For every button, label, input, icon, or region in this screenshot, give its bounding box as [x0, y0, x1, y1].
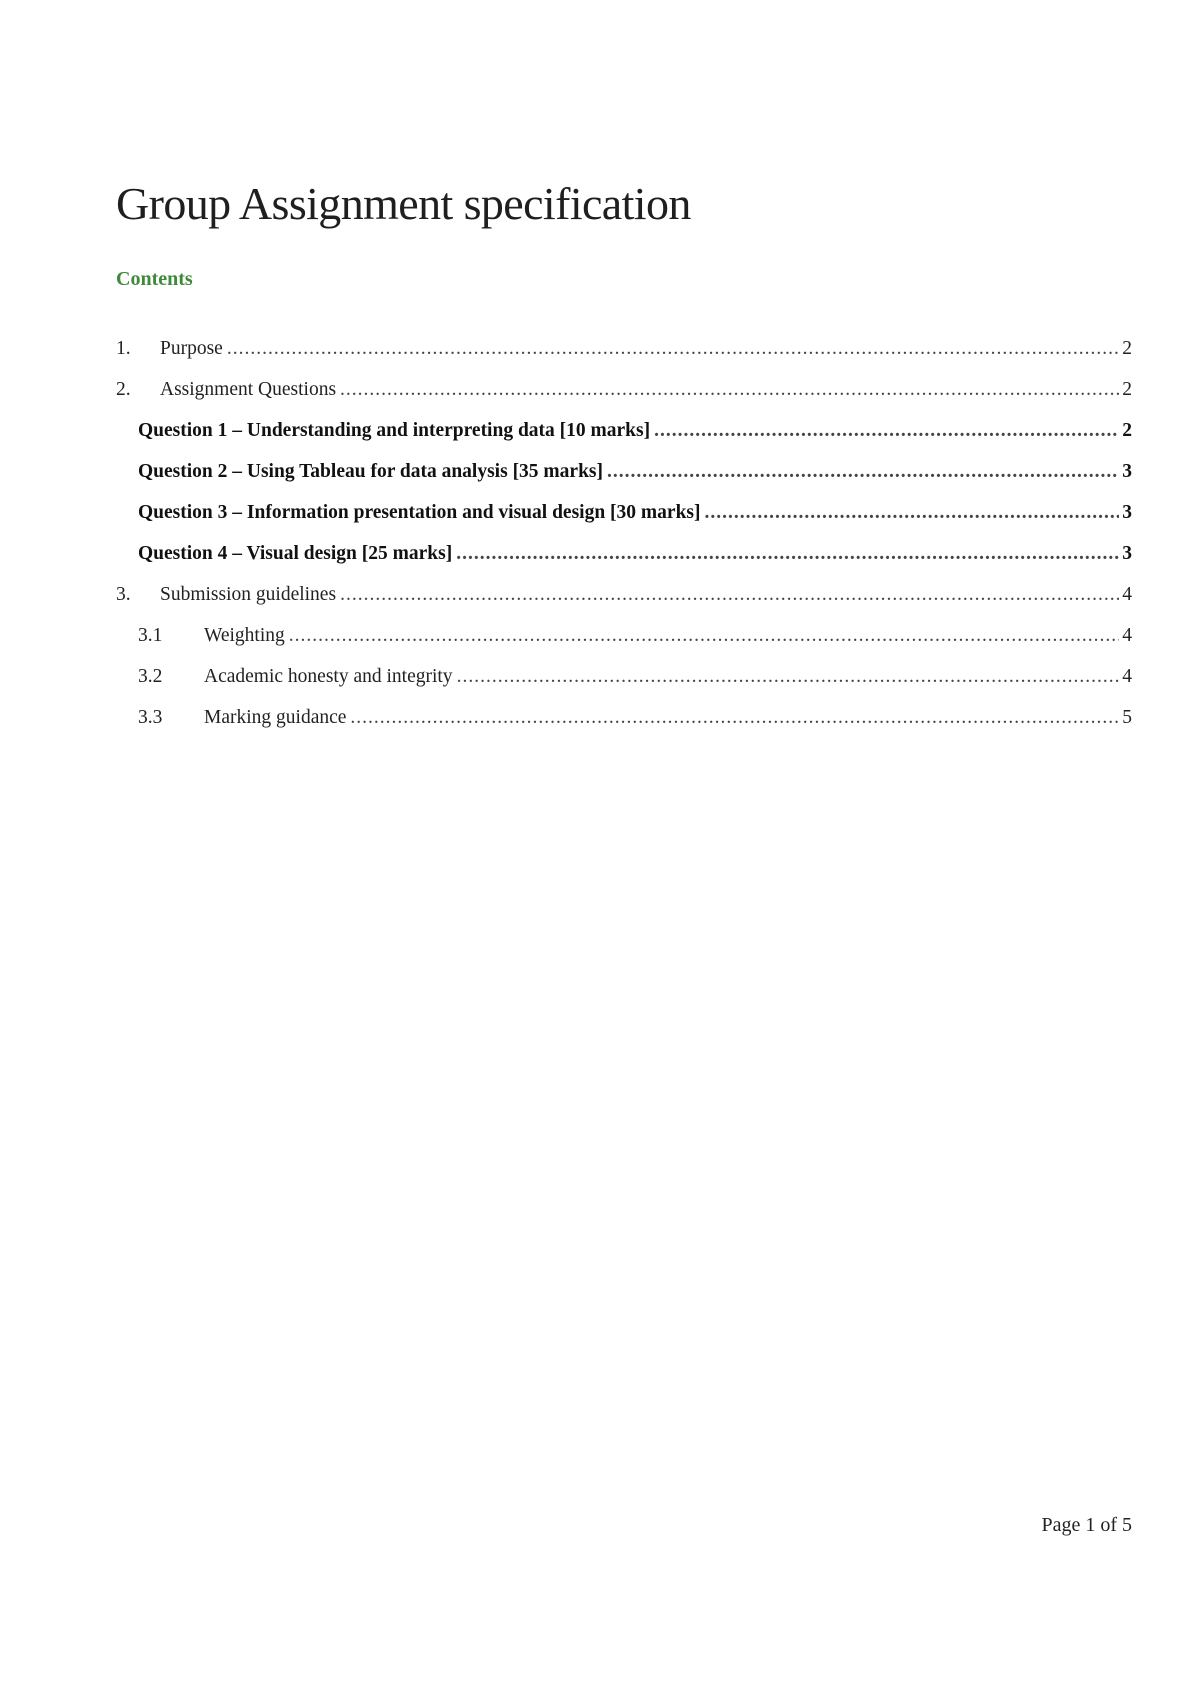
toc-entry-page: 4	[1122, 666, 1132, 687]
toc-dot-leader	[340, 582, 1119, 608]
toc-entry-label: Question 3 – Information presentation and visual design [30 marks]	[138, 502, 701, 523]
table-of-contents	[116, 336, 1132, 746]
toc-dot-leader	[456, 541, 1119, 567]
toc-entry-question-2[interactable]	[116, 459, 1132, 500]
toc-entry-number: 3.3	[138, 707, 163, 728]
toc-dot-leader	[340, 377, 1119, 403]
toc-entry-label: Assignment Questions	[160, 379, 337, 400]
toc-entry-label: Question 2 – Using Tableau for data analysis [35 marks]	[138, 461, 604, 482]
toc-entry-label: Submission guidelines	[160, 584, 337, 605]
toc-entry-label: Weighting	[204, 625, 285, 646]
toc-entry-weighting[interactable]	[116, 623, 1132, 664]
toc-entry-number: 3.2	[138, 666, 163, 687]
toc-entry-marking-guidance[interactable]	[116, 705, 1132, 746]
toc-entry-label: Academic honesty and integrity	[204, 666, 453, 687]
toc-entry-number: 3.1	[138, 625, 163, 646]
toc-dot-leader	[350, 705, 1119, 731]
toc-entry-purpose[interactable]	[116, 336, 1132, 377]
toc-entry-label: Marking guidance	[204, 707, 347, 728]
toc-entry-page: 4	[1122, 584, 1132, 605]
document-title: Group Assignment specification	[116, 178, 691, 229]
toc-dot-leader	[457, 664, 1119, 690]
toc-entry-page: 2	[1122, 420, 1132, 441]
toc-dot-leader	[705, 500, 1120, 526]
toc-dot-leader	[607, 459, 1119, 485]
toc-entry-page: 2	[1122, 379, 1132, 400]
toc-dot-leader	[289, 623, 1119, 649]
toc-entry-page: 2	[1122, 338, 1132, 359]
toc-dot-leader	[227, 336, 1119, 362]
toc-entry-label: Question 1 – Understanding and interpreting data [10 marks]	[138, 420, 651, 441]
toc-entry-number: 2.	[116, 379, 131, 400]
toc-entry-label: Question 4 – Visual design [25 marks]	[138, 543, 453, 564]
toc-entry-academic-honesty[interactable]	[116, 664, 1132, 705]
toc-entry-page: 3	[1122, 502, 1132, 523]
toc-heading: Contents	[116, 268, 193, 290]
toc-dot-leader	[654, 418, 1119, 444]
toc-entry-number: 3.	[116, 584, 131, 605]
toc-entry-question-3[interactable]	[116, 500, 1132, 541]
toc-entry-question-4[interactable]	[116, 541, 1132, 582]
page-number-footer: Page 1 of 5	[1041, 1514, 1132, 1536]
toc-entry-assignment-questions[interactable]	[116, 377, 1132, 418]
toc-entry-label: Purpose	[160, 338, 223, 359]
toc-entry-question-1[interactable]	[116, 418, 1132, 459]
toc-entry-page: 3	[1122, 543, 1132, 564]
toc-entry-number: 1.	[116, 338, 131, 359]
toc-entry-page: 3	[1122, 461, 1132, 482]
toc-entry-page: 5	[1122, 707, 1132, 728]
toc-entry-page: 4	[1122, 625, 1132, 646]
toc-entry-submission-guidelines[interactable]	[116, 582, 1132, 623]
